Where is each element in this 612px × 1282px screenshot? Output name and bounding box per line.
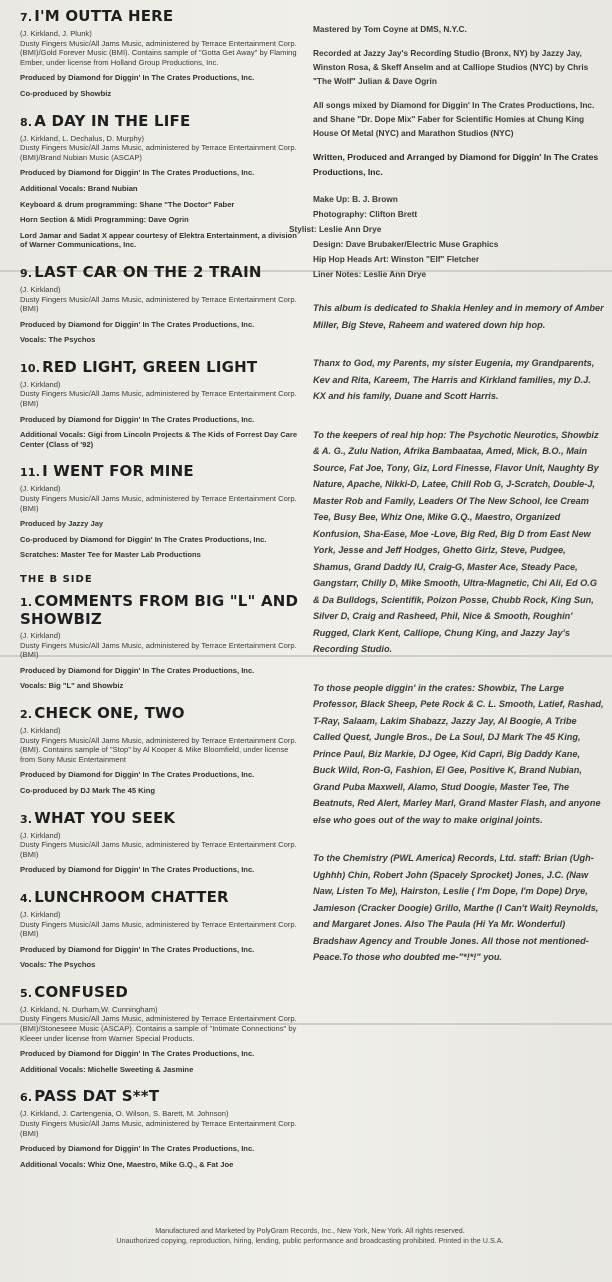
liner-notes-credit: Liner Notes: Leslie Ann Drye <box>313 269 427 279</box>
photography-credit: Photography: Clifton Brett <box>313 209 418 219</box>
track-credit-line: (J. Kirkland, N. Durham,W. Cunningham) <box>20 1004 158 1014</box>
track-credits-column <box>20 8 305 1183</box>
track-title <box>20 984 305 1002</box>
track-number: 7. <box>20 11 33 24</box>
track-credit-line: Dusty Fingers Music/All Jams Music, administered by Terrace Entertainment Corp. (BMI) <box>20 919 297 939</box>
stylist-credit: Stylist: Leslie Ann Drye <box>289 224 382 234</box>
design-credit: Design: Dave Brubaker/Electric Muse Graphics <box>313 239 499 249</box>
track-title-text: COMMENTS FROM BIG "L" AND SHOWBIZ <box>20 592 299 628</box>
track-credit-line: Dusty Fingers Music/All Jams Music, administered by Terrace Entertainment Corp. (BMI)/Brand Nubian Music (ASCAP) <box>20 143 297 162</box>
production-credit: Co-produced by DJ Mark The 45 King <box>20 785 156 795</box>
side-a-tracks <box>20 8 305 560</box>
track-title <box>20 8 305 26</box>
production-credit: Additional Vocals: Whiz One, Maestro, Mike G.Q., & Fat Joe <box>20 1159 234 1169</box>
production-credit: Additional Vocals: Gigi from Lincoln Projects & The Kids of Forrest Day Care Center (Class of '92) <box>20 430 298 449</box>
track-number: 8. <box>20 115 33 129</box>
track-credit-line: Dusty Fingers Music/All Jams Music, administered by Terrace Entertainment Corp. (BMI). Contains sample of "Stop" by Al Kooper & Mike Bloomfield, under license from Sony Music Entertainment <box>20 735 297 764</box>
album-credits-column <box>289 22 605 988</box>
production-credit: Additional Vocals: Brand Nubian <box>20 183 138 193</box>
track-entry <box>20 810 305 875</box>
production-credit: Produced by Diamond for Diggin' In The Crates Productions, Inc. <box>20 665 255 675</box>
production-credit: Produced by Diamond for Diggin' In The Crates Productions, Inc. <box>20 770 255 780</box>
track-entry <box>20 593 305 691</box>
track-title-text: WHAT YOU SEEK <box>34 808 176 827</box>
track-title-text: A DAY IN THE LIFE <box>34 111 191 130</box>
production-credit: Produced by Diamond for Diggin' In The Crates Productions, Inc. <box>20 319 255 329</box>
production-credit: Additional Vocals: Michelle Sweeting & Jasmine <box>20 1064 194 1074</box>
track-title <box>20 810 305 828</box>
production-credit: Vocals: The Psychos <box>20 960 96 970</box>
track-credit-line: (J. Kirkland) <box>20 830 61 840</box>
production-credit: Vocals: Big "L" and Showbiz <box>20 681 124 691</box>
track-entry <box>20 8 305 99</box>
production-credit: Co-produced by Showbiz <box>20 88 112 98</box>
track-title-text: CHECK ONE, TWO <box>34 703 185 722</box>
track-title <box>20 264 305 282</box>
track-credit-line: Dusty Fingers Music/All Jams Music, administered by Terrace Entertainment Corp. (BMI)/Stoneseee Music (ASCAP). Contains a sample of "Intimate Connections" by Kleeer under license from Warner Special Products. <box>20 1014 297 1043</box>
track-credit-line: Dusty Fingers Music/All Jams Music, administered by Terrace Entertainment Corp. (BMI) <box>20 840 297 859</box>
production-credit: Horn Section & Midi Programming: Dave Ogrin <box>20 215 189 225</box>
crates-shoutout: To those people diggin' in the crates: Showbiz, The Large Professor, Black Sheep, Pete Rock & C. L. Smooth, Latief, Rashad, T-Ray, Salaam, Lakim Shabazz, Jazzy Jay, Al Boogie, A Tribe Called Quest, Jungle Bros., De La Soul, DJ Mark The 45 King, Prince Paul, Biz Markie, DJ Ogee, Kid Capri, Big Daddy Kane, Buck Wild, Ron-G, Fashion, El Gee, Positive K, Brand Nubian, Grand Puba Maxwell, Alamo, Stud Doogie, Master Tee, The Beatnuts, Red Alert, Marley Marl, Grand Master Flash, and anyone else who goes out of the way to make original joints. <box>313 682 604 825</box>
side-b-heading: THE B SIDE <box>20 574 93 585</box>
thanks: Thanx to God, my Parents, my sister Eugenia, my Grandparents, Kev and Rita, Kareem, The Harris and Kirkland families, my D.J. KX and his family, Duane and Scott Harris. <box>313 358 595 401</box>
production-credit: Co-produced by Diamond for Diggin' In The Crates Productions, Inc. <box>20 534 267 544</box>
track-title <box>20 705 305 723</box>
recorded-credit: Recorded at Jazzy Jay's Recording Studio (Bronx, NY) by Jazzy Jay, Winston Rosa, & Skeff Anselm and at Calliope Studios (NYC) by Chris "The Wolf" Julian & Dave Ogrin <box>313 48 589 86</box>
production-credit: Produced by Diamond for Diggin' In The Crates Productions, Inc. <box>20 1144 255 1154</box>
track-entry <box>20 113 305 250</box>
track-credit-line: (J. Kirkland) <box>20 631 61 640</box>
track-number: 3. <box>20 812 33 826</box>
production-credit: Produced by Diamond for Diggin' In The Crates Productions, Inc. <box>20 865 255 875</box>
written-produced-credit: Written, Produced and Arranged by Diamond for Diggin' In The Crates Productions, Inc. <box>313 152 599 177</box>
production-credit: Produced by Diamond for Diggin' In The Crates Productions, Inc. <box>20 944 255 954</box>
track-title <box>20 1088 305 1106</box>
track-title <box>20 463 305 481</box>
track-number: 10. <box>20 361 41 375</box>
footer-line: Unauthorized copying, reproduction, hiring, lending, public performance and broadcasting prohibited. Printed in the U.S.A. <box>116 1236 504 1245</box>
track-credit-line: (J. Kirkland, J. Plunk) <box>20 29 92 38</box>
track-credit-line: Dusty Fingers Music/All Jams Music, administered by Terrace Entertainment Corp. (BMI) <box>20 1119 297 1138</box>
art-credit: Hip Hop Heads Art: Winston "Elf" Fletcher <box>313 254 480 264</box>
track-title-text: I'M OUTTA HERE <box>34 7 174 25</box>
footer-line: Manufactured and Marketed by PolyGram Records, Inc., New York, New York. All rights reserved. <box>155 1226 465 1235</box>
track-credit-line: Dusty Fingers Music/All Jams Music, administered by Terrace Entertainment Corp. (BMI) <box>20 294 297 314</box>
keepers-shoutout: To the keepers of real hip hop: The Psychotic Neurotics, Showbiz & A. G., Zulu Nation, Afrika Bambaataa, Amed, Mick, B.O., Main Source, Fat Joe, Tony, Giz, Lord Finesse, Flavor Unit, Naughty By Nature, Apache, Nikki-D, Latee, Chill Rob G, J-Scratch, Double-J, Master Rob and Family, Leaders Of The New School, Ice Cream Tee, Busy Bee, Whiz One, Mike G.Q., Maestro, Organized Konfusion, Sha-Ease, Moe -Love, Big Red, Big D from East New York, Jesse and Jeff Hodges, Ghetto Girlz, Steve, Pudgee, Shamus, Grand Daddy IU, Craig-G, Master Ace, Steady Pace, Gangstarr, Chilly D, Mike Smooth, Ultra-Magnetic, Chi Ali, Ed O.G & Da Bulldogs, Scientifik, Poizon Posse, Chubb Rock, King Sun, Silver D, Craig and Rasheed, Phil, Nice & Smooth, Roughin' Rugged, Clark Kent, Calliope, Chung King, and Jazzy Jay's Recording Studio. <box>313 429 599 654</box>
track-title <box>20 359 305 377</box>
track-title-text: PASS DAT S**T <box>34 1087 160 1106</box>
makeup-credit: Make Up: B. J. Brown <box>313 194 398 204</box>
production-credit: Produced by Jazzy Jay <box>20 519 104 529</box>
mixed-credit: All songs mixed by Diamond for Diggin' In The Crates Productions, Inc. and Shane "Dr. Dope Mix" Faber for Scientific Homies at Chung King House Of Metal (NYC) and Marathon Studios (NYC) <box>313 100 595 138</box>
dedication: This album is dedicated to Shakia Henley and in memory of Amber Miller, Big Steve, Raheem and watered down hip hop. <box>313 303 604 330</box>
production-credit: Scratches: Master Tee for Master Lab Productions <box>20 550 201 560</box>
track-credit-line: (J. Kirkland, J. Cartengenia, O. Wilson, S. Barett, M. Johnson) <box>20 1109 229 1119</box>
track-number: 9. <box>20 266 33 280</box>
track-title <box>20 593 305 628</box>
production-credit: Produced by Diamond for Diggin' In The Crates Productions, Inc. <box>20 168 255 178</box>
track-credit-line: Dusty Fingers Music/All Jams Music, administered by Terrace Entertainment Corp. (BMI)/Gold Forever Music (BMI). Contains sample of "Gotta Get Away" by Flaming Ember, under license from Holland Group Productions, Inc. <box>20 38 297 67</box>
track-entry <box>20 889 305 970</box>
track-title-text: RED LIGHT, GREEN LIGHT <box>42 357 258 376</box>
track-title <box>20 113 305 131</box>
track-number: 4. <box>20 891 33 905</box>
track-credit-line: (J. Kirkland) <box>20 725 61 735</box>
track-entry <box>20 984 305 1075</box>
track-title-text: I WENT FOR MINE <box>42 462 194 481</box>
production-credit: Keyboard & drum programming: Shane "The Doctor" Faber <box>20 199 235 209</box>
track-number: 1. <box>20 596 33 609</box>
track-number: 2. <box>20 707 33 721</box>
track-title <box>20 889 305 907</box>
track-number: 11. <box>20 466 41 480</box>
track-credit-line: Dusty Fingers Music/All Jams Music, administered by Terrace Entertainment Corp. (BMI) <box>20 389 297 409</box>
side-b-tracks <box>20 593 305 1169</box>
track-credit-line: (J. Kirkland) <box>20 379 61 389</box>
track-entry <box>20 463 305 560</box>
track-number: 5. <box>20 986 33 1000</box>
track-entry <box>20 264 305 345</box>
track-title-text: CONFUSED <box>34 982 129 1001</box>
track-credit-line: (J. Kirkland) <box>20 909 61 919</box>
label-staff-thanks: To the Chemistry (PWL America) Records, Ltd. staff: Brian (Ugh-Ughhh) Chin, Robert John (Spacely Sprocket) Jones, J.C. (Naw Naw, Listen To Me), Hairston, Leslie ( I'm Dope, I'm Dope) Drye, Jamieson (Cracker Doogie) Grillo, Marthe (I Can't Wait) Reynolds, and Margaret Jones. Also The Paula (Hi Ya Mr. Wonderful) Bradshaw Agency and Trouble Jones. All those not mentioned-Peace.To those who doubted me-"*!*!" you. <box>313 853 599 962</box>
production-credit: Vocals: The Psychos <box>20 335 96 345</box>
production-credit: Produced by Diamond for Diggin' In The Crates Productions, Inc. <box>20 1049 255 1059</box>
track-credit-line: (J. Kirkland, L. Dechalus, D. Murphy) <box>20 133 145 143</box>
legal-footer <box>40 1226 580 1246</box>
track-title-text: LUNCHROOM CHATTER <box>34 887 229 906</box>
production-credit: Produced by Diamond for Diggin' In The Crates Productions, Inc. <box>20 414 255 424</box>
track-entry <box>20 1088 305 1169</box>
track-number: 6. <box>20 1091 33 1105</box>
track-credit-line: Dusty Fingers Music/All Jams Music, administered by Terrace Entertainment Corp. (BMI) <box>20 640 297 660</box>
track-credit-line: Dusty Fingers Music/All Jams Music, administered by Terrace Entertainment Corp. (BMI) <box>20 494 297 513</box>
track-entry <box>20 359 305 450</box>
track-title-text: LAST CAR ON THE 2 TRAIN <box>34 262 262 281</box>
production-credit: Lord Jamar and Sadat X appear courtesy of Elektra Entertainment, a division of Warner Communications, Inc. <box>20 230 297 250</box>
production-credit: Produced by Diamond for Diggin' In The Crates Productions, Inc. <box>20 73 255 83</box>
track-credit-line: (J. Kirkland) <box>20 284 61 294</box>
track-credit-line: (J. Kirkland) <box>20 484 61 494</box>
mastered-credit: Mastered by Tom Coyne at DMS, N.Y.C. <box>313 24 467 34</box>
track-entry <box>20 705 305 796</box>
